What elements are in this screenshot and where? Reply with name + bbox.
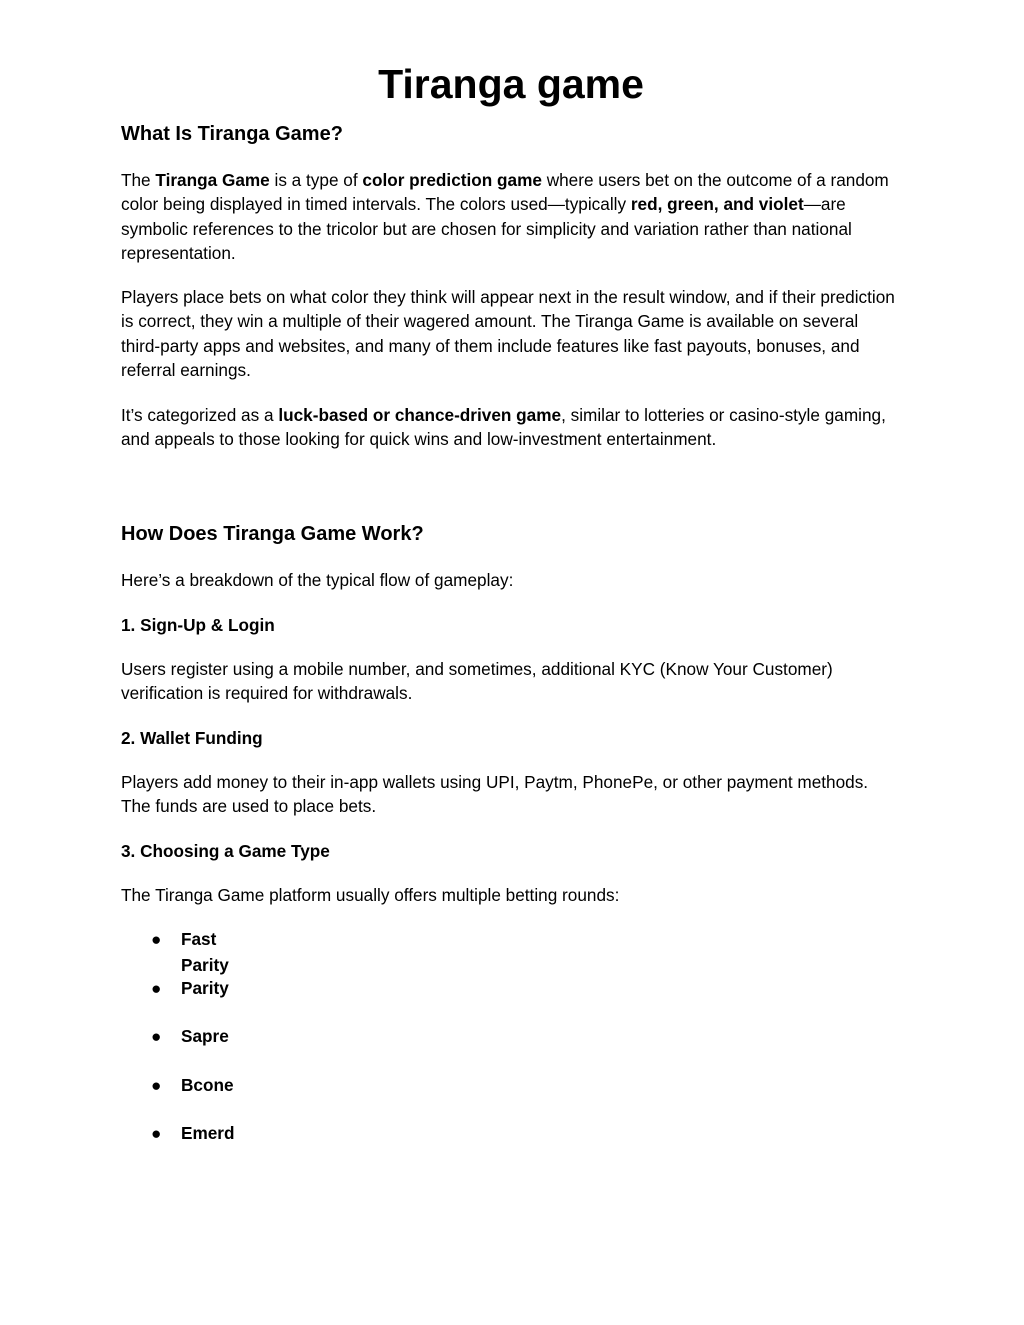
- list-item-label: Sapre: [181, 1026, 229, 1047]
- document-title: Tiranga game: [378, 61, 644, 107]
- list-item-label: Parity: [181, 977, 229, 998]
- bullet-icon: ●: [151, 929, 162, 949]
- bullet-icon: ●: [151, 1074, 162, 1095]
- text-run: where users bet on the outcome of a random color being displayed in timed intervals. The colors used—typically: [121, 170, 889, 215]
- bullet-icon: ●: [151, 1026, 162, 1047]
- bold-run: luck-based or chance-driven game: [278, 405, 562, 425]
- step-heading-wallet: 2. Wallet Funding: [121, 728, 263, 748]
- list-item-label: Emerd: [181, 1123, 235, 1144]
- bold-run: red, green, and violet: [630, 194, 804, 215]
- paragraph-flow-intro: Here’s a breakdown of the typical flow of gameplay:: [121, 570, 514, 590]
- text-run: It’s categorized as a: [121, 405, 279, 425]
- paragraph-game-type: The Tiranga Game platform usually offers multiple betting rounds:: [121, 885, 620, 905]
- step-heading-game-type: 3. Choosing a Game Type: [121, 841, 330, 861]
- paragraph-category: [121, 403, 901, 452]
- bullet-icon: ●: [151, 977, 162, 998]
- bullet-icon: ●: [151, 1123, 162, 1144]
- paragraph-intro: [121, 168, 901, 265]
- text-run: The: [121, 170, 156, 190]
- paragraph-betting: Players place bets on what color they think will appear next in the result window, and if their prediction is correct, they win a multiple of their wagered amount. The Tiranga Game is available on several third-party apps and websites, and many of them include features like fast payouts, bonuses, and referral earnings.: [121, 287, 895, 380]
- bold-run: Tiranga Game: [155, 170, 270, 190]
- list-item-label: Fast Parity: [181, 929, 229, 975]
- list-item-label: Bcone: [181, 1074, 234, 1095]
- bold-run: color prediction game: [362, 170, 542, 190]
- paragraph-signup: Users register using a mobile number, and sometimes, additional KYC (Know Your Customer) verification is required for withdrawals.: [121, 659, 833, 704]
- text-run: , similar to lotteries or casino-style gaming, and appeals to those looking for quick wins and low-investment entertainment.: [121, 405, 886, 450]
- section-heading-what-is: What Is Tiranga Game?: [121, 123, 343, 145]
- section-heading-how-it-works: How Does Tiranga Game Work?: [121, 523, 424, 545]
- step-heading-signup: 1. Sign-Up & Login: [121, 615, 275, 635]
- text-run: —are symbolic references to the tricolor but are chosen for simplicity and variation rather than national representation.: [121, 194, 852, 263]
- paragraph-wallet: Players add money to their in-app wallets using UPI, Paytm, PhonePe, or other payment methods. The funds are used to place bets.: [121, 772, 869, 817]
- text-run: is a type of: [269, 170, 363, 190]
